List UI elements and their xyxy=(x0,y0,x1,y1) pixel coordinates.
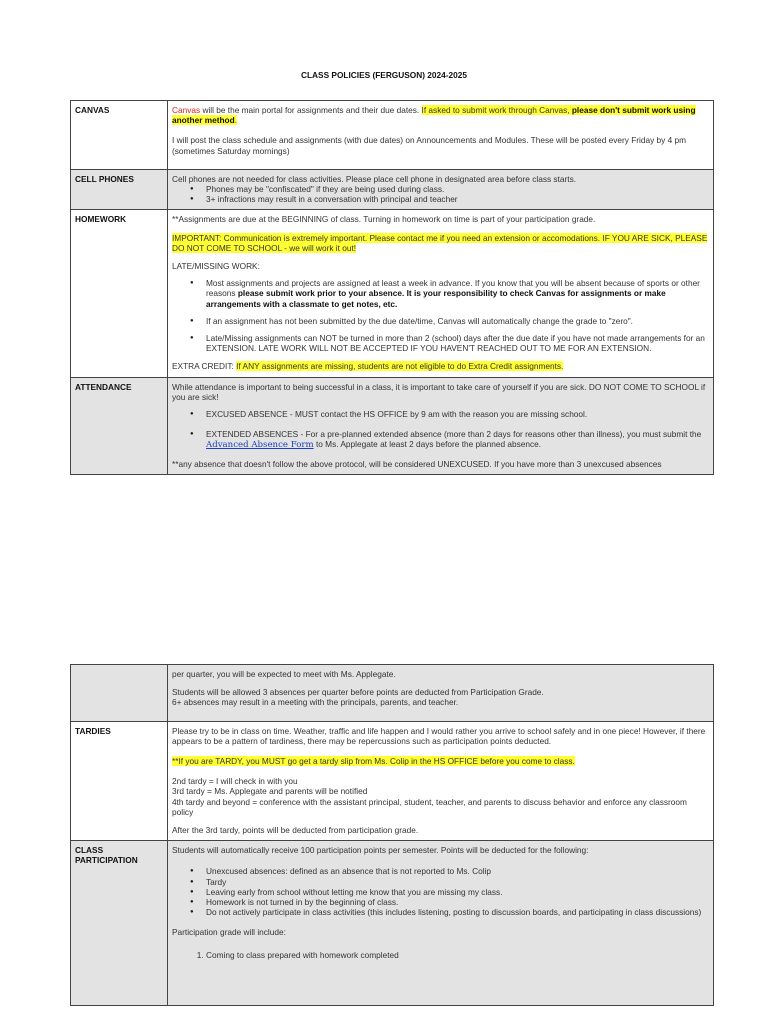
tardies-row xyxy=(71,721,714,841)
participation-list xyxy=(172,866,709,917)
canvas-paragraph-1: Canvas will be the main portal for assignments and their due dates. If asked to submit work through Canvas, please don't submit work using another method. xyxy=(172,105,696,126)
canvas-content xyxy=(168,101,714,170)
attendance-continued-label xyxy=(71,665,168,722)
canvas-paragraph-2: I will post the class schedule and assignments (with due dates) on Announcements and Modules. These will be posted every Friday by 4 pm (sometimes Saturday mornings) xyxy=(172,135,687,156)
attendance-unexcused-note: **any absence that doesn't follow the above protocol, will be considered UNEXCUSED. If you have more than 3 unexcused absences xyxy=(172,458,662,469)
attendance-cont-3: 6+ absences may result in a meeting with the principals, parents, and teacher. xyxy=(172,697,459,708)
homework-content xyxy=(168,210,714,377)
participation-label: CLASS PARTICIPATION xyxy=(71,841,168,1006)
cell-phones-list xyxy=(172,184,709,204)
tardies-content xyxy=(168,721,714,841)
participation-paragraph-1: Students will automatically receive 100 participation points per semester. Points will be deducted for the following: xyxy=(172,845,589,856)
list-item: ● Tardy xyxy=(206,877,709,887)
list-item: ● EXCUSED ABSENCE - MUST contact the HS OFFICE by 9 am with the reason you are missing school. xyxy=(206,409,709,419)
list-item: ● Late/Missing assignments can NOT be turned in more than 2 (school) days after the due date if you have not made arrangements for an EXTENSION. LATE WORK WILL NOT BE ACCEPTED IF YOU HAVEN'T REACHED OUT TO ME FOR AN EXTENSION. xyxy=(206,333,709,353)
attendance-cont-1: per quarter, you will be expected to meet with Ms. Applegate. xyxy=(172,669,396,679)
tardy-line-1: 2nd tardy = I will check in with you xyxy=(172,776,298,787)
participation-content xyxy=(168,841,714,1006)
participation-numbered-list xyxy=(172,950,709,960)
attendance-label: ATTENDANCE xyxy=(71,377,168,474)
cell-phones-content xyxy=(168,169,714,210)
canvas-highlight: If asked to submit work through Canvas, please don't submit work using another method. xyxy=(172,105,696,126)
canvas-label: CANVAS xyxy=(71,101,168,170)
attendance-content xyxy=(168,377,714,474)
homework-row xyxy=(71,210,714,377)
homework-label: HOMEWORK xyxy=(71,210,168,377)
tardy-line-2: 3rd tardy = Ms. Applegate and parents will be notified xyxy=(172,786,368,797)
policy-table-page-2 xyxy=(70,664,714,1006)
attendance-cont-2: Students will be allowed 3 absences per quarter before points are deducted from Participation Grade. xyxy=(172,687,544,698)
late-work-list xyxy=(172,278,709,353)
list-item: ● Unexcused absences: defined as an absence that is not reported to Ms. Colip xyxy=(206,866,709,876)
extra-credit-note: EXTRA CREDIT: If ANY assignments are missing, students are not eligible to do Extra Credit assignments. xyxy=(172,361,564,372)
tardies-paragraph-1: Please try to be in class on time. Weather, traffic and life happen and I would rather you arrive to school safely and in one piece! However, if there appears to be a pattern of tardiness, there may be repercussions such as participation points deducted. xyxy=(172,725,706,746)
list-item: ● Leaving early from school without letting me know that you are missing my class. xyxy=(206,887,709,897)
cell-phones-intro: Cell phones are not needed for class activities. Please place cell phone in designated area before class starts. xyxy=(172,173,577,184)
participation-row xyxy=(71,841,714,1006)
policy-table-page-1 xyxy=(70,100,714,475)
list-item: ● Phones may be "confiscated" if they are being used during class. xyxy=(206,184,709,194)
homework-paragraph-1: **Assignments are due at the BEGINNING of class. Turning in homework on time is part of your participation grade. xyxy=(172,214,596,225)
canvas-row xyxy=(71,101,714,170)
page-title: CLASS POLICIES (FERGUSON) 2024-2025 xyxy=(301,70,467,80)
attendance-list xyxy=(172,409,709,451)
list-item: ● Most assignments and projects are assigned at least a week in advance. If you know that you will be absent because of sports or other reasons please submit work prior to your absence. It is your responsibility to check Canvas for assignments or make arrangements with a classmate to get notes, etc. xyxy=(206,278,709,309)
canvas-brand-text: Canvas xyxy=(172,105,201,115)
list-item: ● EXTENDED ABSENCES - For a pre-planned extended absence (more than 2 days for reasons other than illness), you must submit the Advanced Absence Form to Ms. Applegate at least 2 days before the planned absence. xyxy=(206,429,709,450)
list-item: ● 3+ infractions may result in a conversation with principal and teacher xyxy=(206,194,709,204)
cell-phones-row xyxy=(71,169,714,210)
attendance-row xyxy=(71,377,714,474)
advanced-absence-form-link[interactable]: Advanced Absence Form xyxy=(206,440,314,451)
list-item: ● Do not actively participate in class activities (this includes listening, posting to discussion boards, and participating in class discussions) xyxy=(206,907,709,917)
attendance-continued-row xyxy=(71,665,714,722)
attendance-paragraph-1: While attendance is important to being successful in a class, it is important to take care of yourself if you are sick. DO NOT COME TO SCHOOL if you are sick! xyxy=(172,381,706,402)
tardies-last-paragraph: After the 3rd tardy, points will be deducted from participation grade. xyxy=(172,825,419,836)
participation-paragraph-2: Participation grade will include: xyxy=(172,927,286,938)
tardy-line-3: 4th tardy and beyond = conference with the assistant principal, student, teacher, and parents to discuss behavior and enforce any classroom policy xyxy=(172,796,687,817)
homework-important: IMPORTANT: Communication is extremely important. Please contact me if you need an extension or accomodations. IF YOU ARE SICK, PLEASE DO NOT COME TO SCHOOL - we will work it out! xyxy=(172,232,708,253)
late-work-heading: LATE/MISSING WORK: xyxy=(172,261,260,272)
list-item: ● If an assignment has not been submitted by the due date/time, Canvas will automatically change the grade to "zero". xyxy=(206,316,709,326)
attendance-continued-content xyxy=(168,665,714,722)
tardy-slip-highlight: **If you are TARDY, you MUST go get a tardy slip from Ms. Colip in the HS OFFICE before you come to class. xyxy=(172,756,575,767)
tardies-label: TARDIES xyxy=(71,721,168,841)
cell-phones-label: CELL PHONES xyxy=(71,169,168,210)
list-item: 1. Coming to class prepared with homework completed xyxy=(206,950,709,960)
list-item: ● Homework is not turned in by the beginning of class. xyxy=(206,897,709,907)
